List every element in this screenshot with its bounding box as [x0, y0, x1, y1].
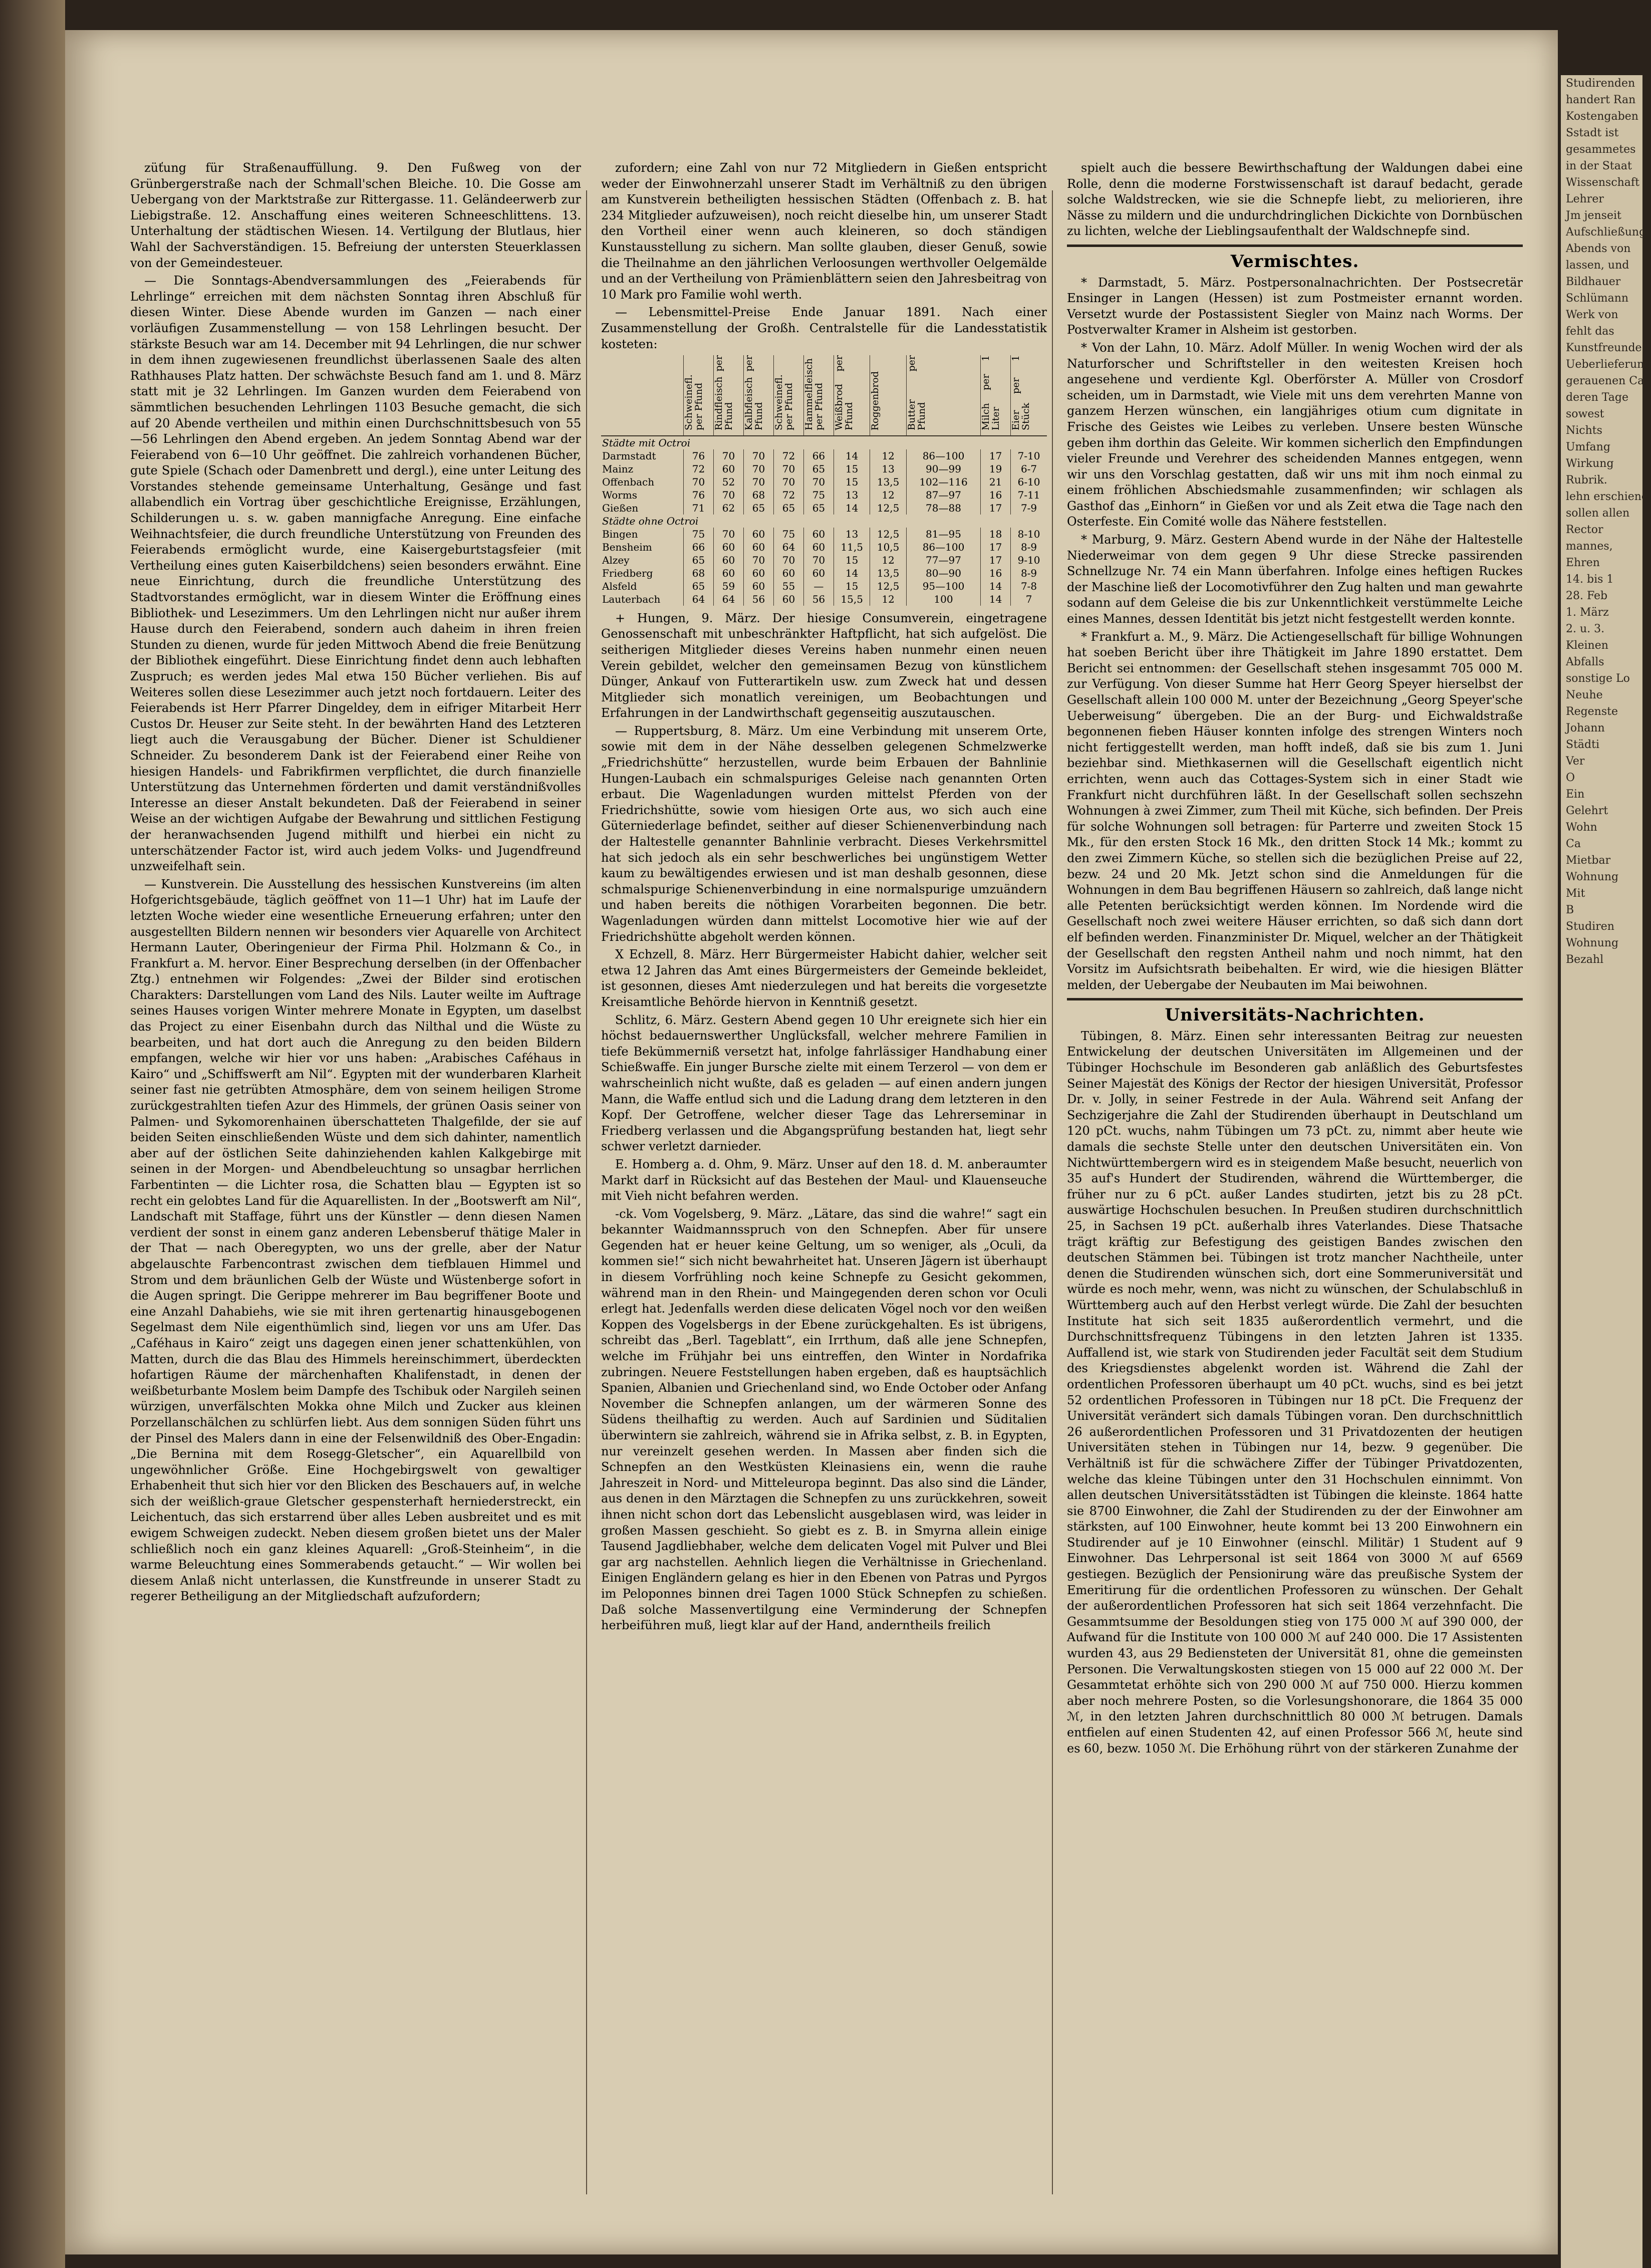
table-cell: 70: [713, 528, 743, 541]
table-cell: 72: [684, 462, 714, 475]
article-text: zufordern; eine Zahl von nur 72 Mitgliedern in Gießen entspricht weder der Einwohnerzahl unserer Stadt im Verhältniß zu den übrigen am Kunstverein betheiligten hessischen Städten (Offenbach z. B. hat 234 Mitglieder aufzuweisen), noch reicht dieselbe hin, um unserer Stadt den Vortheil einer wenn auch kleineren, so doch ständigen Kunstausstellung zu sichern. Man sollte glauben, dieser Genuß, sowie die Theilnahme an den jährlichen Verloosungen werthvoller Oelgemälde und an der Vertheilung von Prämienblättern seien den Jahresbeitrag von 10 Mark pro Familie wohl werth.: [601, 161, 1047, 302]
table-cell: 56: [803, 593, 834, 606]
text-fragment: 14. bis 1: [1566, 573, 1614, 586]
table-cell: Darmstadt: [602, 449, 656, 462]
text-fragment: Ver: [1566, 755, 1585, 768]
table-cell: 68: [743, 488, 773, 501]
table-cell: 87—97: [906, 488, 980, 501]
table-cell: 70: [773, 475, 803, 488]
article-text: spielt auch die bessere Bewirthschaftung der Waldungen dabei eine Rolle, denn die moderne Forstwissenschaft ist darauf bedacht, gerade solche Waldstrecken, wie sie die Schnepfe liebt, zu meliorieren, ihre Nässe zu mildern und die undurchdringlichen Dickichte von Dornbüschen zu lichten, welche der Lieblingsaufenthalt der Waldschnepfe sind.: [1067, 161, 1523, 238]
text-fragment: Regenste: [1566, 705, 1618, 718]
table-cell: 9-10: [1011, 554, 1047, 567]
table-header-label: Kalbfleisch per Pfund: [743, 355, 764, 431]
text-fragment: Johann: [1566, 722, 1605, 734]
table-cell: 59: [713, 580, 743, 593]
table-cell: 65: [803, 501, 834, 515]
text-fragment: Ca: [1566, 838, 1581, 850]
text-fragment: Studiren: [1566, 920, 1614, 933]
table-cell: 13,5: [870, 567, 906, 580]
table-cell: 86—100: [906, 449, 980, 462]
text-fragment: Wirkung: [1566, 457, 1614, 470]
table-cell: 16: [981, 488, 1011, 501]
table-cell: 52: [713, 475, 743, 488]
table-cell: 77—97: [906, 554, 980, 567]
text-fragment: Ehren: [1566, 557, 1600, 569]
table-cell: 16: [981, 567, 1011, 580]
text-fragment: sowest: [1566, 408, 1604, 420]
table-header-label: Hammelfleisch per Pfund: [803, 358, 824, 431]
table-cell: Gießen: [602, 501, 639, 514]
table-header: [906, 355, 980, 436]
text-fragment: Jm jenseit: [1566, 209, 1621, 222]
table-header-label: Eier per 1 Stück: [1010, 355, 1032, 431]
table-cell: 86—100: [906, 541, 980, 554]
table-header: [1011, 355, 1047, 436]
table-cell: 14: [834, 501, 870, 515]
section-heading-vermischtes: Vermischtes.: [1230, 251, 1359, 272]
table-row: [601, 580, 1047, 593]
text-fragment: lassen, und: [1566, 259, 1629, 272]
text-fragment: Abends von: [1566, 242, 1631, 255]
table-section-label: Städte ohne Octroi: [602, 515, 699, 527]
table-cell: 62: [713, 501, 743, 515]
table-row: [601, 449, 1047, 462]
section-rule: [1067, 998, 1523, 1000]
table-cell: 11,5: [834, 541, 870, 554]
article-hungen: + Hungen, 9. März. Der hiesige Consumverein, eingetragene Genossenschaft mit unbeschränkter Haftpflicht, hat sich aufgelöst. Die seitherigen Mitglieder dieses Vereins haben nunmehr einen neuen Verein gebildet, welcher den gemeinsamen Bezug von künstlichem Dünger, Ankauf von Futterartikeln usw. zum Zweck hat und dessen Mitglieder sich monatlich vereinigen, um Beobachtungen und Erfahrungen in der Landwirthschaft gegenseitig auszutauschen.: [601, 611, 1047, 720]
table-cell: 15: [834, 580, 870, 593]
table-cell: 14: [981, 580, 1011, 593]
book-binding: [0, 0, 65, 2268]
table-header: [834, 355, 870, 436]
table-cell: 70: [713, 488, 743, 501]
table-header-label: Roggenbrod: [870, 371, 881, 431]
text-fragment: sollen allen: [1566, 507, 1630, 520]
table-cell: Bingen: [602, 528, 638, 540]
table-cell: 70: [713, 449, 743, 462]
text-fragment: Rubrik.: [1566, 474, 1607, 486]
table-cell: 12: [870, 593, 906, 606]
table-row: [601, 475, 1047, 488]
table-section-label: Städte mit Octroi: [602, 436, 691, 449]
column-3: [1067, 160, 1523, 1758]
table-header: [870, 355, 906, 436]
text-fragment: 2. u. 3.: [1566, 623, 1605, 635]
table-cell: 75: [803, 488, 834, 501]
table-cell: 19: [981, 462, 1011, 475]
table-cell: Alsfeld: [602, 580, 637, 592]
table-cell: 72: [773, 488, 803, 501]
table-cell: 10,5: [870, 541, 906, 554]
table-cell: 7-9: [1011, 501, 1047, 515]
article-echzell: X Echzell, 8. März. Herr Bürgermeister Habicht dahier, welcher seit etwa 12 Jahren das Amt eines Bürgermeisters der Gemeinde bekleidet, ist gesonnen, dieses Amt niederzulegen und hat bereits die vorgesetzte Kreisamtliche Behörde hiervon in Kenntniß gesetzt.: [601, 947, 1047, 1009]
table-cell: 80—90: [906, 567, 980, 580]
column-rule: [1052, 190, 1053, 2194]
table-cell: 90—99: [906, 462, 980, 475]
table-cell: 14: [834, 567, 870, 580]
table-cell: 8-9: [1011, 567, 1047, 580]
article-lahn: * Von der Lahn, 10. März. Adolf Müller. In wenig Wochen wird der als Naturforscher und Schriftsteller in den weitesten Kreisen hoch angesehene und verdiente Kgl. Oberförster A. Müller von Crosdorf scheiden, um in Darmstadt, wie Viele mit uns dem verehrten Manne von ganzem Herzen wünschen, ein langjähriges otium cum dignitate in Frische des Geistes wie Leibes zu verleben. Unsere besten Wünsche geben ihm dorthin das Geleite. Wir kommen sicherlich den Empfindungen vieler Freunde und Verehrer des scheidenden Mannes entgegen, wenn wir uns den Vorschlag gestatten, daß wir uns mit ihm noch einmal zu einem fröhlichen Abschiedsmahle zusammenfinden; wir schlagen als Gasthof das „Einhorn“ in Gießen vor und als Zeit etwa die Tage nach den Osterfeste. Ein Comité wolle das Nähere feststellen.: [1067, 340, 1523, 529]
table-cell: 100: [906, 593, 980, 606]
text-fragment: Wissenschaft: [1566, 176, 1639, 189]
text-fragment: Abfalls: [1566, 656, 1604, 668]
table-header-corner: [601, 355, 684, 436]
table-row: [601, 554, 1047, 567]
adjacent-page-edge: [1558, 75, 1651, 2268]
text-fragment: Rector: [1566, 524, 1603, 536]
text-fragment: Wohnung: [1566, 871, 1619, 883]
table-cell: 7-8: [1011, 580, 1047, 593]
table-cell: 60: [713, 554, 743, 567]
table-cell: 102—116: [906, 475, 980, 488]
table-cell: 70: [773, 554, 803, 567]
article-lebensmittel: — Lebensmittel-Preise Ende Januar 1891. Nach einer Zusammenstellung der Großh. Centralstelle für die Landesstatistik kosteten:: [601, 305, 1047, 351]
table-cell: 55: [773, 580, 803, 593]
text-fragment: Kostengaben: [1566, 110, 1638, 123]
table-cell: 17: [981, 554, 1011, 567]
table-cell: 17: [981, 541, 1011, 554]
table-cell: 72: [773, 449, 803, 462]
table-cell: 60: [803, 541, 834, 554]
table-row: [601, 462, 1047, 475]
table-cell: 18: [981, 528, 1011, 541]
table-header: [803, 355, 834, 436]
text-fragment: Städti: [1566, 738, 1599, 751]
table-cell: 60: [713, 462, 743, 475]
table-cell: 65: [803, 462, 834, 475]
column-1: [130, 160, 581, 1607]
table-cell: 60: [773, 593, 803, 606]
table-cell: Lauterbach: [602, 593, 661, 605]
table-cell: 13: [834, 528, 870, 541]
article-homberg: E. Homberg a. d. Ohm, 9. März. Unser auf den 18. d. M. anberaumter Markt darf in Rücksicht auf das Bestehen der Maul- und Klauenseuche mit Vieh nicht befahren werden.: [601, 1157, 1047, 1203]
table-cell: Alzey: [602, 554, 630, 566]
table-cell: 64: [684, 593, 714, 606]
table-cell: 65: [684, 580, 714, 593]
table-row: [601, 593, 1047, 606]
text-fragment: 28. Feb: [1566, 590, 1608, 602]
table-cell: 12: [870, 554, 906, 567]
table-cell: 75: [684, 528, 714, 541]
table-cell: 81—95: [906, 528, 980, 541]
section-heading-universitaet: Universitäts-Nachrichten.: [1165, 1005, 1425, 1026]
table-header-label: Weißbrod per Pfund: [833, 355, 855, 431]
table-row: [601, 528, 1047, 541]
section-rule: [1067, 244, 1523, 247]
table-header-label: Butter per Pfund: [906, 355, 927, 431]
text-fragment: Lehrer: [1566, 193, 1604, 205]
text-fragment: Aufschließung: [1566, 226, 1646, 238]
column-rule: [586, 190, 587, 2194]
text-fragment: gerauenen Ca: [1566, 375, 1644, 387]
table-cell: 15,5: [834, 593, 870, 606]
text-fragment: sonstige Lo: [1566, 672, 1630, 685]
text-fragment: Wohn: [1566, 821, 1597, 834]
article-vogelsberg: -ck. Vom Vogelsberg, 9. März. „Lätare, das sind die wahre!“ sagt ein bekannter Waidmannsspruch von den Schnepfen. Aber für unsere Gegenden hat er heuer keine Geltung, um so weniger, als „Oculi, da kommen sie!“ sich nicht bewahrheitet hat. Unseren Jägern ist überhaupt in diesem Vorfrühling noch keine Schnepfe zu Gesicht gekommen, während man in den Rhein- und Maingegenden deren schon vor Oculi erlegt hat. Jedenfalls werden diese delicaten Vögel noch vor den weißen Koppen des Vogelsbergs in der Ebene zurückgehalten. Es ist übrigens, schreibt das „Berl. Tageblatt“, ein Irrthum, daß alle jene Schnepfen, welche im Frühjahr bei uns eintreffen, den Winter in Nordafrika zubringen. Neuere Feststellungen haben ergeben, daß es hauptsächlich Spanien, Albanien und Griechenland sind, wo Ende October oder Anfang November die Schnepfen anlangen, um der wärmeren Sonne des Südens theilhaftig zu werden. Auch auf Sardinien und Süditalien überwintern sie zahlreich, während sie in Afrika selbst, z. B. in Egypten, nur vereinzelt gesehen werden. In Massen aber finden sich die Schnepfen an den Westküsten Kleinasiens ein, wenn die rauhe Jahreszeit in Nord- und Mitteleuropa beginnt. Das also sind die Länder, aus denen in den Märztagen die Schnepfen zu uns zurückkehren, soweit ihnen nicht schon dort das Lebenslicht ausgeblasen wird, was leider in großen Massen geschieht. So giebt es z. B. in Smyrna allein einige Tausend Jagdliebhaber, welche dem delicaten Vogel mit Pulver und Blei gar arg nachstellen. Aehnlich liegen die Verhältnisse in Griechenland. Einigen Engländern gelang es hier in den Ebenen von Patras und Pyrgos im Peloponnes binnen drei Tagen 1000 Stück Schnepfen zu schießen. Daß solche Massenvertilgung eine Verminderung der Schnepfen herbeiführen muß, liegt klar auf der Hand, anderntheils freilich: [601, 1206, 1047, 1633]
table-cell: 75: [773, 528, 803, 541]
table-cell: 17: [981, 501, 1011, 515]
text-fragment: Werk von: [1566, 309, 1618, 321]
text-fragment: Schlümann: [1566, 292, 1629, 305]
article-text: züťung für Straßenauffüllung. 9. Den Fußweg von der Grünbergerstraße nach der Schmall'schen Bleiche. 10. Die Gosse am Uebergang von der Marktstraße zur Rittergasse. 11. Geländeerwerb zur Liebigstraße. 12. Anschaffung eines weiteren Schneeschlittens. 13. Unterhaltung der städtischen Wiesen. 14. Vertilgung der Blutlaus, hier Wahl der Sachverständigen. 15. Befreiung der untersten Steuerklassen von der Gemeindesteuer.: [130, 161, 581, 270]
table-cell: 60: [803, 567, 834, 580]
text-fragment: 1. März: [1566, 606, 1609, 619]
text-fragment: handert Ran: [1566, 94, 1636, 106]
table-cell: 60: [803, 528, 834, 541]
text-fragment: Gelehrt: [1566, 805, 1608, 817]
text-fragment: Wohnung: [1566, 937, 1619, 949]
article-tuebingen: Tübingen, 8. März. Einen sehr interessanten Beitrag zur neuesten Entwickelung der deutschen Universitäten im Allgemeinen und der Tübinger Hochschule im Besonderen gab anläßlich des Geburtsfestes Seiner Majestät des Königs der Rector der hiesigen Universität, Professor Dr. v. Jolly, in seiner Festrede in der Aula. Während seit Anfang der Sechzigerjahre die Zahl der Studirenden überhaupt in Deutschland um 120 pCt. wuchs, nahm Tübingen um 73 pCt. zu, nimmt aber heute wie damals die sechste Stelle unter den deutschen Universitäten ein. Von Nichtwürttembergern wird es in steigendem Maße besucht, neuerlich von 35 auf's Hundert der Studirenden, während die Württemberger, die früher nur zu 6 pCt. außer Landes studirten, jetzt bis zu 28 pCt. auswärtige Hochschulen besuchen. In Preußen studiren durchschnittlich 25, in Sachsen 19 pCt. außerhalb ihres Vaterlandes. Diese Thatsache trägt kräftig zur Befestigung des geistigen Bandes zwischen den deutschen Stämmen bei. Tübingen ist trotz mancher Nachtheile, unter denen die Studirenden wünschen sich, dort eine Sommeruniversität und würde es noch mehr, wenn, was nicht zu wünschen, der Schulabschluß in Württemberg auch auf den Herbst verlegt würde. Die Zahl der besuchten Institute hat sich seit 1835 außerordentlich vermehrt, und die Durchschnittsfrequenz Tübingens in den letzten Jahren ist 1335. Auffallend ist, wie stark von Studirenden jeder Facultät seit dem Studium des Kriegsdienstes abgelenkt worden ist. Während die Zahl der ordentlichen Professoren überhaupt um 40 pCt. wuchs, sind es bei jetzt 52 ordentlichen Professoren in Tübingen nur 18 pCt. Die Frequenz der Universität verändert sich damals Tübingen voran. Den durchschnittlich 26 außerordentlichen Professoren und 31 Privatdozenten der heutigen Universitäten stehen in Tübingen nur 14, bezw. 9 gegenüber. Die Verhältniß ist für die schwächere Ziffer der Tübinger Privatdozenten, welche das kleine Tübingen unter den 31 Hochschulen einnimmt. Von allen deutschen Universitätsstädten ist Tübingen die kleinste. 1864 hatte sie 8700 Einwohner, die Zahl der Studirenden zu der der Einwohner am stärksten, auf 100 Einwohner, heute kommt bei 13 200 Einwohnern ein Studirender auf je 10 Einwohner (einschl. Militär) 1 Student auf 9 Einwohner. Das Lehrpersonal ist seit 1864 von 3000 ℳ auf 6569 gestiegen. Bezüglich der Pensionirung wäre das preußische System der Emeritirung für die ordentlichen Professoren zu wünschen. Der Gehalt der außerordentlichen Professoren hat sich seit 1864 verzehnfacht. Die Gesammtsumme der Besoldungen stieg von 175 000 ℳ auf 390 000, der Aufwand für die Institute von 100 000 ℳ auf 240 000. Die 17 Assistenten wurden 43, aus 29 Bediensteten der Universität 81, ohne die gemeinsten Personen. Die Verwaltungskosten stiegen von 15 000 auf 22 000 ℳ. Der Gesammtetat erhöhte sich von 290 000 ℳ auf 750 000. Hierzu kommen aber noch mehrere Posten, so die Vorlesungshonorare, die 1864 35 000 ℳ, in den letzten Jahren durchschnittlich 80 000 ℳ betrugen. Damals entfielen auf einen Studenten 42, auf einen Professor 566 ℳ, heute sind es 60, bezw. 1050 ℳ. Die Erhöhung rührt von der stärkeren Zunahme der: [1067, 1029, 1523, 1755]
table-cell: 70: [684, 475, 714, 488]
article-frankfurt: * Frankfurt a. M., 9. März. Die Actiengesellschaft für billige Wohnungen hat soeben Bericht über ihre Thätigkeit im Jahre 1890 erstattet. Dem Bericht sei entnommen: der Gesellschaft stehen insgesammt 705 000 M. zur Verfügung. Von dieser Summe hat Herr Georg Speyer hierselbst der Gesellschaft allein 100 000 M. unter der Bezeichnung „Georg Speyer'sche Ueberweisung“ übergeben. Die an der Burg- und Eichwaldstraße begonnenen fieben Häuser konnten infolge des strengen Winters noch nicht fertiggestellt werden, man hofft indeß, daß sie bis zum 1. Juni beziehbar sind. Miethkasernen will die Gesellschaft eigentlich nicht errichten, wenn auch das Cottages-System sich in einer Stadt wie Frankfurt nicht durchführen läßt. In der Gesellschaft sollen sechszehn Wohnungen à zwei Zimmer, zum Theil mit Küche, sich befinden. Der Preis für solche Wohnungen soll betragen: für Parterre und zweiten Stock 15 Mk., für den ersten Stock 16 Mk., den dritten Stock 14 Mk.; kommt zu den zwei Zimmern Küche, so stellen sich die bezüglichen Preise auf 22, bezw. 24 und 20 Mk. Jetzt schon sind die Anmeldungen für die Wohnungen in dem Bau begriffenen Häusern so zahlreich, daß lange nicht alle Petenten berücksichtigt werden können. Im Nordende wird die Gesellschaft noch zwei weitere Häuser errichten, so daß sich dann dort elf befinden werden. Finanzminister Dr. Miquel, welcher an der Thätigkeit der Gesellschaft den regsten Antheil nahm und noch nimmt, hat den Vorsitz im Aufsichtsrath beibehalten. Er wird, wie die hiesigen Blätter melden, der Uebergabe der Neubauten im Mai beiwohnen.: [1067, 629, 1523, 992]
table-cell: 14: [981, 593, 1011, 606]
table-cell: 60: [743, 528, 773, 541]
table-cell: 65: [684, 554, 714, 567]
table-cell: Offenbach: [602, 475, 655, 488]
table-cell: 65: [773, 501, 803, 515]
table-cell: 12: [870, 449, 906, 462]
text-fragment: Kunstfreunde: [1566, 342, 1642, 354]
table-header: [684, 355, 714, 436]
text-fragment: Mit: [1566, 887, 1585, 900]
text-fragment: in der Staat: [1566, 160, 1632, 172]
table-cell: —: [803, 580, 834, 593]
text-fragment: gesammetes: [1566, 143, 1636, 156]
table-cell: 12: [870, 488, 906, 501]
table-header-label: Schweinefl. per Pfund: [773, 374, 794, 431]
table-cell: 60: [743, 541, 773, 554]
table-row: [601, 541, 1047, 554]
table-header-label: Rindfleisch per Pfund: [713, 355, 734, 431]
table-row: [601, 501, 1047, 515]
table-header: [743, 355, 773, 436]
table-cell: 12,5: [870, 580, 906, 593]
table-cell: Friedberg: [602, 567, 653, 579]
text-fragment: Bildhauer: [1566, 276, 1621, 288]
table-header-label: Schweinefl. per Pfund: [683, 374, 704, 431]
table-cell: 12,5: [870, 501, 906, 515]
table-cell: 70: [803, 475, 834, 488]
table-row: [601, 567, 1047, 580]
table-header: [773, 355, 803, 436]
text-fragment: O: [1566, 772, 1575, 784]
table-row: [601, 488, 1047, 501]
table-cell: 65: [743, 501, 773, 515]
text-fragment: deren Tage: [1566, 391, 1628, 404]
text-fragment: Studirenden: [1566, 77, 1635, 90]
table-header-label: Milch per 1 Liter: [980, 355, 1002, 431]
table-cell: 60: [743, 580, 773, 593]
table-cell: 7-10: [1011, 449, 1047, 462]
text-fragment: Ueberlieferung: [1566, 358, 1651, 371]
table-cell: 66: [684, 541, 714, 554]
article-schlitz: Schlitz, 6. März. Gestern Abend gegen 10 Uhr ereignete sich hier ein höchst bedauernswerther Unglücksfall, welcher mehrere Familien in tiefe Bekümmerniß versetzt hat, infolge fahrlässiger Handhabung einer Schießwaffe. Ein junger Bursche zielte mit einem Terzerol — von dem er wahrscheinlich nicht wußte, daß es geladen — auf einen andern jungen Mann, die Waffe entlud sich und die Ladung drang dem letzteren in den Kopf. Der Getroffene, welcher dieser Tage das Lehrerseminar in Friedberg verlassen und die Abgangsprüfung bestanden hat, liegt sehr schwer verletzt darnieder.: [601, 1013, 1047, 1154]
table-cell: 70: [743, 449, 773, 462]
table-cell: 60: [773, 567, 803, 580]
text-fragment: Nichts: [1566, 424, 1602, 437]
table-cell: 70: [743, 475, 773, 488]
table-header: [713, 355, 743, 436]
text-fragment: Sstadt ist: [1566, 127, 1619, 139]
table-cell: 6-7: [1011, 462, 1047, 475]
table-cell: 17: [981, 449, 1011, 462]
table-cell: 70: [773, 462, 803, 475]
table-cell: Worms: [602, 488, 638, 501]
table-cell: 70: [803, 554, 834, 567]
article-kunstverein: — Kunstverein. Die Ausstellung des hessischen Kunstvereins (im alten Hofgerichtsgebäude, täglich geöffnet von 11—1 Uhr) hat im Laufe der letzten Woche wieder eine wesentliche Erneuerung erfahren; unter den ausgestellten Bildern nennen wir besonders vier Aquarelle von Architect Hermann Lauter, Oberingenieur der Firma Phil. Holzmann & Co., in Frankfurt a. M. hervor. Einer Besprechung derselben (in der Offenbacher Ztg.) entnehmen wir Folgendes: „Zwei der Bilder sind erotischen Charakters: Darstellungen vom Land des Nils. Lauter weilte im Auftrage seines Hauses vorigen Winter mehrere Monate in Egypten, um daselbst das Project zu einer Eisenbahn durch das Nilthal und die Wüste zu bearbeiten, und hat dort auch die Anregung zu den beiden Bildern empfangen, welche wir hier vor uns haben: „Arabisches Caféhaus in Kairo“ und „Schiffswerft am Nil“. Egypten mit der wunderbaren Klarheit seiner fast nie getrübten Atmosphäre, dem von seinem heiligen Strome zurückgestrahlten tiefen Azur des Himmels, der grünen Oasis seiner von Palmen- und Sykomorenhainen überschatteten Thalgefilde, der sie auf beiden Seiten einschließenden Wüste und dem sich dahinter, namentlich aber auf der östlichen Seite dahinziehenden kahlen Kalkgebirge mit seinen in der Morgen- und Abendbeleuchtung so unsagbar herrlichen Farbentinten — die Lichter rosa, die Schatten blau — Egypten ist so recht ein gelobtes Land für die Aquarellisten. In der „Bootswerft am Nil“, Landschaft mit Staffage, führt uns der Künstler — denn diesen Namen verdient der sonst in einem ganz anderen Lebensberuf thätige Maler in der That — nach Oberegypten, wo uns der grelle, aber der Natur abgelauschte Farbencontrast zwischen dem tiefblauen Himmel und Strom und dem bräunlichen Gelb der Wüste und Wüstenberge sofort in die Augen springt. Die Gerippe mehrerer im Bau begriffener Boote und eine Anzahl Dahabiehs, wie sie mit ihren gertenartig hinausgebogenen Segelmast dem Nile eigenthümlich sind, liegen vor uns am Ufer. Das „Caféhaus in Kairo“ zeigt uns dagegen einen jener schattenkühlen, von Matten, durch die das Blau des Himmels hereinschimmert, überdeckten hofartigen Räume der märchenhaften Khalifenstadt, in denen der weißbeturbante Moslem beim Dampfe des Tschibuk oder Nargileh seinen würzigen, unverfälschten Mokka ohne Milch und Zucker aus kleinen Porzellanschälchen zu schlürfen liebt. Aus dem sonnigen Süden führt uns der Pinsel des Malers dann in eine der Felsenwildniß des Ober-Engadin: „Die Bernina mit dem Rosegg-Gletscher“, ein Aquarellbild von ungewöhnlicher Größe. Eine Hochgebirgswelt von gewaltiger Erhabenheit thut sich hier vor den Blicken des Beschauers auf, in welche sich der weißlich-graue Gletscher gespensterhaft herniederstreckt, ein Leichentuch, das sich erstarrend über alles Leben ausbreitet und es mit ewigem Schweigen zudeckt. Neben diesem großen bietet uns der Maler schließlich noch ein ganz kleines Aquarell: „Groß-Steinheim“, in die warme Beleuchtung eines Sommerabends getaucht.“ — Wir wollen bei diesem Anlaß nicht unterlassen, die Kunstfreunde in unserer Stadt zu regerer Betheiligung an der Mitgliedschaft aufzufordern;: [130, 877, 581, 1604]
table-cell: 15: [834, 462, 870, 475]
table-cell: 64: [713, 593, 743, 606]
text-fragment: Neuhe: [1566, 689, 1603, 701]
table-cell: 71: [684, 501, 714, 515]
table-cell: 13,5: [870, 475, 906, 488]
table-cell: 21: [981, 475, 1011, 488]
text-fragment: Mietbar: [1566, 854, 1611, 867]
article-ruppertsburg: — Ruppertsburg, 8. März. Um eine Verbindung mit unserem Orte, sowie mit dem in der Nähe desselben gelegenen Schmelzwerke „Friedrichshütte“ herzustellen, wurde beim Erbauen der Bahnlinie Hungen-Laubach ein schmalspuriges Geleise nach genannten Orten erbaut. Die Wagenladungen wurden mittelst Pferden von der Friedrichshütte, sowie vom hiesigen Orte aus, wo sich auch eine Güterniederlage befindet, seither auf dieser Schienenverbindung nach der Haltestelle genannter Bahnlinie verbracht. Dieses Verkehrsmittel hat sich jedoch als ein sehr beschwerliches bei ungünstigem Wetter kaum zu bewältigendes erwiesen und ist man deshalb gesonnen, diese schmalspurige Schienenverbindung in eine normalspurige umzuändern und haben bereits die nöthigen Vorarbeiten begonnen. Die betr. Wagenladungen würden dann mittelst Locomotive hier wie auf der Friedrichshütte abgeholt werden können.: [601, 723, 1047, 944]
table-cell: 76: [684, 449, 714, 462]
table-cell: 60: [713, 567, 743, 580]
table-cell: 6-10: [1011, 475, 1047, 488]
table-cell: 70: [743, 462, 773, 475]
table-cell: 76: [684, 488, 714, 501]
table-cell: 95—100: [906, 580, 980, 593]
column-2: [601, 160, 1047, 1636]
table-cell: 7: [1011, 593, 1047, 606]
table-cell: Mainz: [602, 462, 634, 475]
table-cell: 56: [743, 593, 773, 606]
table-cell: 15: [834, 554, 870, 567]
table-cell: 60: [743, 567, 773, 580]
table-cell: 14: [834, 449, 870, 462]
text-fragment: Ein: [1566, 788, 1585, 801]
table-cell: 70: [743, 554, 773, 567]
text-fragment: Umfang: [1566, 441, 1610, 453]
text-fragment: fehlt das: [1566, 325, 1614, 338]
table-cell: 66: [803, 449, 834, 462]
table-header: [981, 355, 1011, 436]
table-cell: 13: [870, 462, 906, 475]
text-fragment: Bezahl: [1566, 953, 1604, 966]
text-fragment: mannes,: [1566, 540, 1613, 553]
table-cell: 13: [834, 488, 870, 501]
table-cell: 60: [713, 541, 743, 554]
article-marburg: * Marburg, 9. März. Gestern Abend wurde in der Nähe der Haltestelle Niederweimar von dem gegen 9 Uhr diese Strecke passirenden Schnellzuge Nr. 74 ein Mann überfahren. Infolge eines heftigen Ruckes der Maschine ließ der Locomotivführer den Zug halten und man gewahrte sodann auf dem Geleise die bis zur Unkenntlichkeit verstümmelte Leiche eines Mannes, dessen Identität bis jetzt nicht festgestellt werden konnte.: [1067, 533, 1523, 626]
table-cell: 78—88: [906, 501, 980, 515]
table-cell: 7-11: [1011, 488, 1047, 501]
table-cell: 68: [684, 567, 714, 580]
article-feierabend: — Die Sonntags-Abendversammlungen des „Feierabends für Lehrlinge“ erreichen mit dem nächsten Sonntag ihren Abschluß für diesen Winter. Diese Abende wurden im Ganzen — nach einer vorläufigen Zusammenstellung — von 158 Lehrlingen besucht. Der stärkste Besuch war am 14. December mit 94 Lehrlingen, die nur schwer in dem ihnen zugewiesenen freundlichst überlassenen Saale des alten Rathhauses Platz hatten. Der schwächste Besuch fand am 1. und 8. März statt mit je 32 Lehrlingen. Im Ganzen wurden dem Feierabend von sämmtlichen besuchenden Lehrlingen 1103 Besuche gemacht, die sich auf 20 Abende vertheilen und mithin einen Durchschnittsbesuch von 55—56 Lehrlingen den Abend ergeben. An jedem Sonntag Abend war der Feierabend von 6—10 Uhr geöffnet. Die zahlreich vorhandenen Bücher, gute Spiele (Schach oder Damenbrett und dergl.), eine unter Leitung des Vorstandes stehende gemeinsame Unterhaltung, Gesänge und fast allabendlich ein Vortrag über geschichtliche Ereignisse, Erzählungen, Schilderungen u. s. w. gaben mannigfache Anregung. Eine einfache Weihnachtsfeier, die durch freundliche Unterstützung von Freunden des Feierabends ermöglicht wurde, eine Kaisergeburtstagsfeier (mit Vertheilung eines guten Kaiserbildchens) seien besonders erwähnt. Eine neue Einrichtung, durch die freundliche Unterstützung des Stadtvorstandes ermöglicht, war in diesem Winter die Eröffnung eines Bibliothek- und Lesezimmers. Um den Lehrlingen nicht nur außer ihrem Hause durch den Feierabend, sondern auch daheim in ihren freien Stunden zu dienen, wurde für jeden Mittwoch Abend die freie Benützung der Bibliothek eingeführt. Diese Einrichtung findet denn auch lebhaften Zuspruch; es werden jedes Mal etwa 150 Bücher verliehen. Bis auf Weiteres sollen diese Lesezimmer auch jetzt noch fortdauern. Leiter des Feierabends ist Herr Pfarrer Dingeldey, dem in eifriger Mitarbeit Herr Custos Dr. Heuser zur Seite steht. In der bewährten Hand des Letzteren liegt auch die Verausgabung der Bücher. Diener ist Schuldiener Schneider. Zu besonderem Dank ist der Feierabend einer Reihe von hiesigen Handels- und Fabrikfirmen verpflichtet, die durch finanzielle Unterstützung das Unternehmen förderten und damit verständnißvolles Interesse an dieser Anstalt bekundeten. Daß der Feierabend in seiner Weise an der wichtigen Aufgabe der Bewahrung und sittlichen Festigung der heranwachsenden Jugend mithilft und hierbei ein nicht zu unterschätzender Factor ist, wird auch jedem Volks- und Jugendfreund unzweifelhaft sein.: [130, 274, 581, 874]
article-darmstadt: * Darmstadt, 5. März. Postpersonalnachrichten. Der Postsecretär Ensinger in Langen (Hessen) ist zum Postmeister ernannt worden. Versetzt wurde der Postassistent Siegler von Mainz nach Worms. Der Postverwalter Kramer in Alsheim ist gestorben.: [1067, 275, 1523, 337]
text-fragment: Kleinen: [1566, 639, 1608, 652]
price-table: [601, 355, 1047, 606]
text-fragment: B: [1566, 904, 1574, 916]
table-cell: 8-10: [1011, 528, 1047, 541]
table-cell: 12,5: [870, 528, 906, 541]
table-cell: Bensheim: [602, 541, 652, 553]
table-cell: 15: [834, 475, 870, 488]
text-fragment: lehn erschiene: [1566, 490, 1648, 503]
table-cell: 64: [773, 541, 803, 554]
table-cell: 8-9: [1011, 541, 1047, 554]
